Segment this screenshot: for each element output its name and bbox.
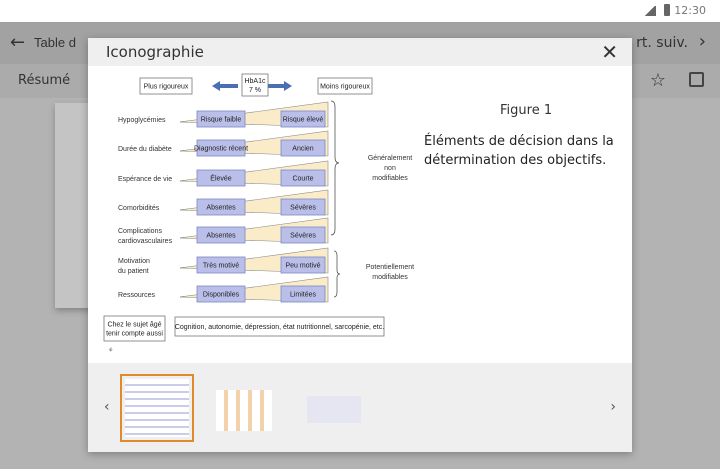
dialog-title: Iconographie: [106, 43, 204, 61]
group-1-label: non: [384, 165, 396, 172]
share-icon[interactable]: [689, 72, 704, 87]
row-right-value-text: Sévères: [290, 232, 316, 240]
group-2-label: Potentiellement: [365, 264, 415, 271]
battery-icon: [664, 4, 670, 16]
row-right-value-text: Limitées: [289, 291, 317, 299]
dialog-header: [88, 38, 632, 66]
prev-thumbnail-button[interactable]: ‹: [104, 399, 110, 415]
row-right-value-text: Risque élevé: [282, 116, 324, 124]
figure-caption: Éléments de décision dans la détermination des objectifs.: [424, 134, 614, 168]
hba1c-label-text: HbA1c: [244, 77, 266, 85]
brace-2: [334, 251, 340, 297]
resume-tab[interactable]: Résumé: [18, 73, 71, 88]
row-label: Hypoglycémies: [118, 117, 166, 124]
figure-label: Figure 1: [500, 103, 553, 118]
iconography-dialog: [88, 38, 632, 452]
row-label: Durée du diabète: [118, 146, 172, 153]
chevron-right-icon[interactable]: ›: [698, 31, 706, 52]
right-arrow-icon: [266, 81, 292, 91]
hba1c-label-text: 7 %: [248, 86, 262, 94]
back-button[interactable]: ←: [10, 32, 26, 53]
table-of-contents-link[interactable]: Table d: [34, 35, 76, 50]
row-label: cardiovasculaires: [118, 238, 173, 245]
thumbnail-3[interactable]: [307, 396, 361, 423]
row-left-value-text: Absentes: [206, 204, 236, 212]
row-label: Comorbidités: [118, 205, 160, 212]
star-icon[interactable]: ☆: [649, 70, 666, 91]
dialog-body: [88, 66, 632, 363]
row-left-value-text: Élevée: [210, 175, 232, 183]
group-2-label: modifiables: [372, 274, 408, 281]
row-label: du patient: [118, 268, 149, 275]
less-strict-label-text: Moins rigoureux: [320, 83, 370, 91]
row-right-value-text: Sévères: [290, 204, 316, 212]
status-bar: [0, 0, 720, 22]
group-1-label: modifiables: [372, 175, 408, 182]
row-right-value-text: Peu motivé: [285, 262, 321, 270]
left-arrow-icon: [212, 81, 238, 91]
row-left-value-text: Diagnostic récent: [193, 145, 249, 153]
row-left-value-text: Risque faible: [200, 116, 242, 124]
more-strict-label-text: Plus rigoureux: [143, 83, 189, 91]
next-thumbnail-button[interactable]: ›: [610, 399, 616, 415]
row-right-value-text: Courte: [292, 175, 314, 183]
thumbnail-1[interactable]: [125, 379, 189, 437]
row-label: Ressources: [118, 292, 155, 299]
row-left-value-text: Disponibles: [202, 291, 240, 299]
elderly-label-text: tenir compte aussi: [106, 330, 163, 338]
row-left-value-text: Absentes: [206, 232, 236, 240]
row-left-value-text: Très motivé: [202, 262, 240, 270]
thumbnail-strip: [88, 363, 632, 452]
elderly-label-text: Chez le sujet âgé: [107, 321, 162, 329]
row-right-value-text: Ancien: [292, 145, 314, 153]
logo-icon: ⚘: [108, 348, 114, 354]
next-article-link[interactable]: rt. suiv.: [636, 35, 688, 51]
close-icon[interactable]: ✕: [601, 40, 618, 64]
elderly-factors-text: Cognition, autonomie, dépression, état nutritionnel, sarcopénie, etc.: [174, 323, 385, 331]
row-label: Complications: [118, 228, 162, 235]
figure-diagram: [88, 66, 418, 363]
clock: 12:30: [674, 4, 706, 17]
signal-icon: [644, 6, 656, 16]
brace-1: [331, 101, 339, 235]
row-label: Motivation: [118, 258, 150, 265]
group-1-label: Généralement: [367, 155, 413, 162]
thumbnail-2[interactable]: [216, 390, 272, 431]
row-label: Espérance de vie: [118, 176, 173, 183]
